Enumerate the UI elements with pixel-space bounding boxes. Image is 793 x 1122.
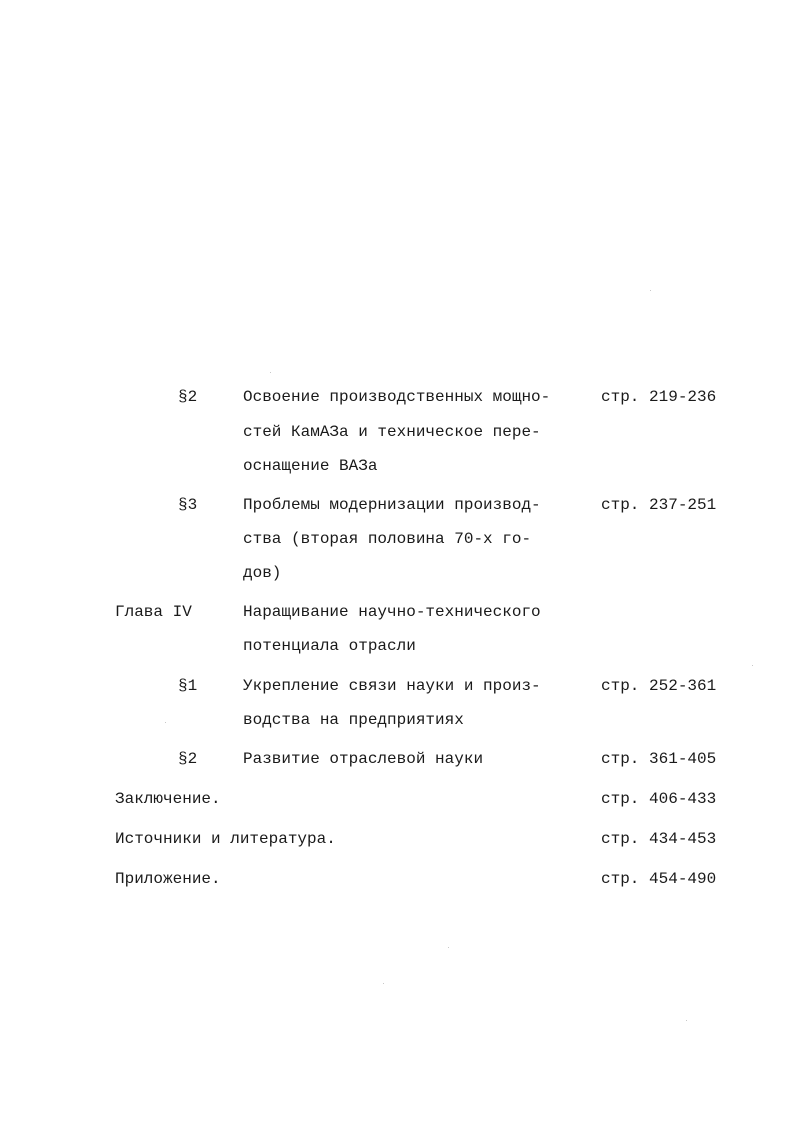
toc-entry-title-line: оснащение ВАЗа — [243, 457, 378, 475]
toc-entry-title-line: ства (вторая половина 70-х го- — [243, 530, 532, 548]
toc-endmatter-label: Источники и литература. — [115, 830, 336, 848]
toc-entry-title-line: стей КамАЗа и техническое пере- — [243, 423, 541, 441]
toc-page-range: стр. 361-405 — [601, 750, 717, 768]
toc-section-number: §3 — [178, 496, 198, 514]
toc-entry-title-line: водства на предприятиях — [243, 711, 464, 729]
toc-page-range: стр. 434-453 — [601, 830, 717, 848]
toc-entry-title-line: Развитие отраслевой науки — [243, 750, 484, 768]
toc-chapter-label: Глава IV — [115, 603, 192, 621]
toc-page-range: стр. 406-433 — [601, 790, 717, 808]
toc-section-number: §1 — [178, 677, 198, 695]
scan-speck — [752, 665, 753, 666]
scan-speck — [448, 947, 449, 948]
toc-entry-title-line: Проблемы модернизации производ- — [243, 496, 541, 514]
scan-speck — [686, 1020, 687, 1021]
toc-endmatter-label: Заключение. — [115, 790, 221, 808]
toc-page-range: стр. 237-251 — [601, 496, 717, 514]
toc-entry-title-line: Освоение производственных мощно- — [243, 388, 551, 406]
toc-page-range: стр. 252-361 — [601, 677, 717, 695]
toc-section-number: §2 — [178, 750, 198, 768]
scan-speck — [383, 983, 384, 984]
toc-entry-title-line: дов) — [243, 564, 282, 582]
toc-chapter-title-line: потенциала отрасли — [243, 637, 416, 655]
scan-speck — [270, 372, 271, 373]
toc-endmatter-label: Приложение. — [115, 870, 221, 888]
toc-page-range: стр. 454-490 — [601, 870, 717, 888]
scan-speck — [650, 290, 651, 291]
scan-speck — [165, 722, 166, 723]
toc-chapter-title-line: Наращивание научно-технического — [243, 603, 541, 621]
toc-page-range: стр. 219-236 — [601, 388, 717, 406]
toc-section-number: §2 — [178, 388, 198, 406]
toc-entry-title-line: Укрепление связи науки и произ- — [243, 677, 541, 695]
